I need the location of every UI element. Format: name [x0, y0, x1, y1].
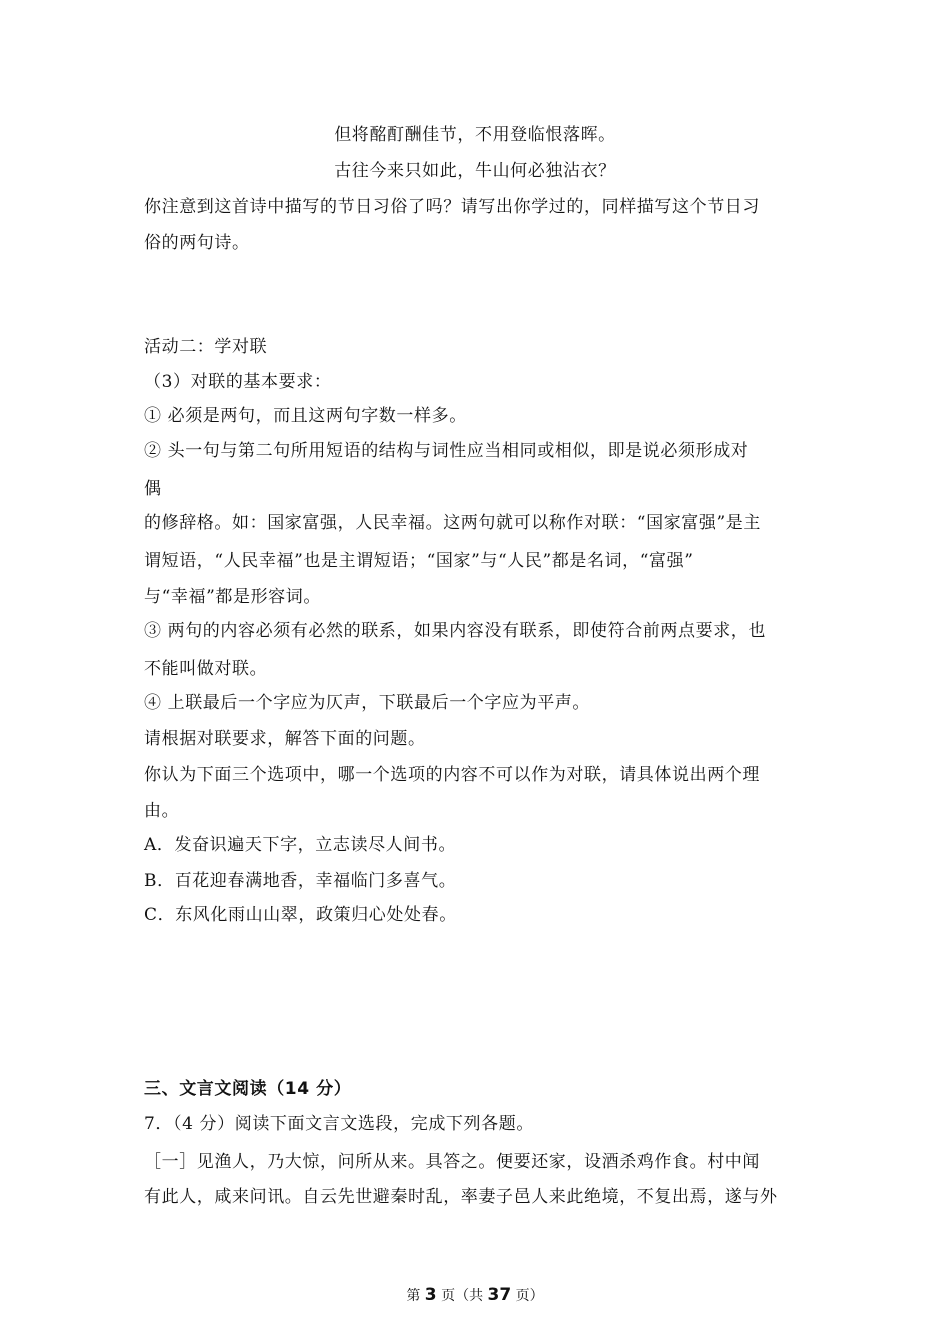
requirement-2-line-1: ② 头一句与第二句所用短语的结构与词性应当相同或相似，即是说必须形成对: [144, 441, 749, 461]
page-footer: [0, 1285, 950, 1306]
passage-line-1: ［一］见渔人，乃大惊，问所从来。具答之。便要还家，设酒杀鸡作食。村中闻: [144, 1152, 760, 1172]
poem-line-2: 古往今来只如此，牛山何必独沾衣？: [334, 161, 616, 181]
option-a: A．发奋识遍天下字，立志读尽人间书。: [144, 835, 457, 855]
question-7: 7．（4 分）阅读下面文言文选段，完成下列各题。: [144, 1114, 534, 1134]
footer-prefix: 第: [406, 1288, 421, 1304]
poem-line-1: 但将酩酊酬佳节，不用登临恨落晖。: [334, 125, 616, 145]
footer-page-number: 3: [424, 1285, 437, 1305]
requirement-2-line-2: 偶: [144, 479, 162, 499]
requirement-2-line-3: 的修辞格。如：国家富强，人民幸福。这两句就可以称作对联：“国家富强”是主: [144, 513, 761, 533]
option-c: C．东风化雨山山翠，政策归心处处春。: [144, 905, 457, 925]
requirement-3-line-2: 不能叫做对联。: [144, 659, 268, 679]
footer-middle: 页（共: [441, 1288, 484, 1304]
couplet-question-line-1: 你认为下面三个选项中，哪一个选项的内容不可以作为对联，请具体说出两个理: [144, 765, 760, 785]
footer-total-pages: 37: [487, 1285, 512, 1305]
requirement-4: ④ 上联最后一个字应为仄声，下联最后一个字应为平声。: [144, 693, 591, 713]
section-heading: 三、文言文阅读（14 分）: [144, 1079, 352, 1099]
couplet-question-line-2: 由。: [144, 801, 180, 821]
option-b: B．百花迎春满地香，幸福临门多喜气。: [144, 871, 457, 891]
requirement-2-line-5: 与“幸福”都是形容词。: [144, 587, 321, 607]
footer-suffix: 页）: [515, 1288, 544, 1304]
festival-question-line-2: 俗的两句诗。: [144, 233, 250, 253]
requirement-2-line-4: 谓短语，“人民幸福”也是主谓短语；“国家”与“人民”都是名词，“富强”: [144, 551, 694, 571]
instruction-text: 请根据对联要求，解答下面的问题。: [144, 729, 426, 749]
passage-line-2: 有此人，咸来问讯。自云先世避秦时乱，率妻子邑人来此绝境，不复出焉，遂与外: [144, 1187, 778, 1207]
question-3-label: （3）对联的基本要求：: [144, 372, 332, 392]
requirement-1: ① 必须是两句，而且这两句字数一样多。: [144, 406, 467, 426]
requirement-3-line-1: ③ 两句的内容必须有必然的联系，如果内容没有联系，即使符合前两点要求，也: [144, 621, 767, 641]
activity-title: 活动二：学对联: [144, 337, 268, 357]
festival-question-line-1: 你注意到这首诗中描写的节日习俗了吗？请写出你学过的，同样描写这个节日习: [144, 197, 760, 217]
